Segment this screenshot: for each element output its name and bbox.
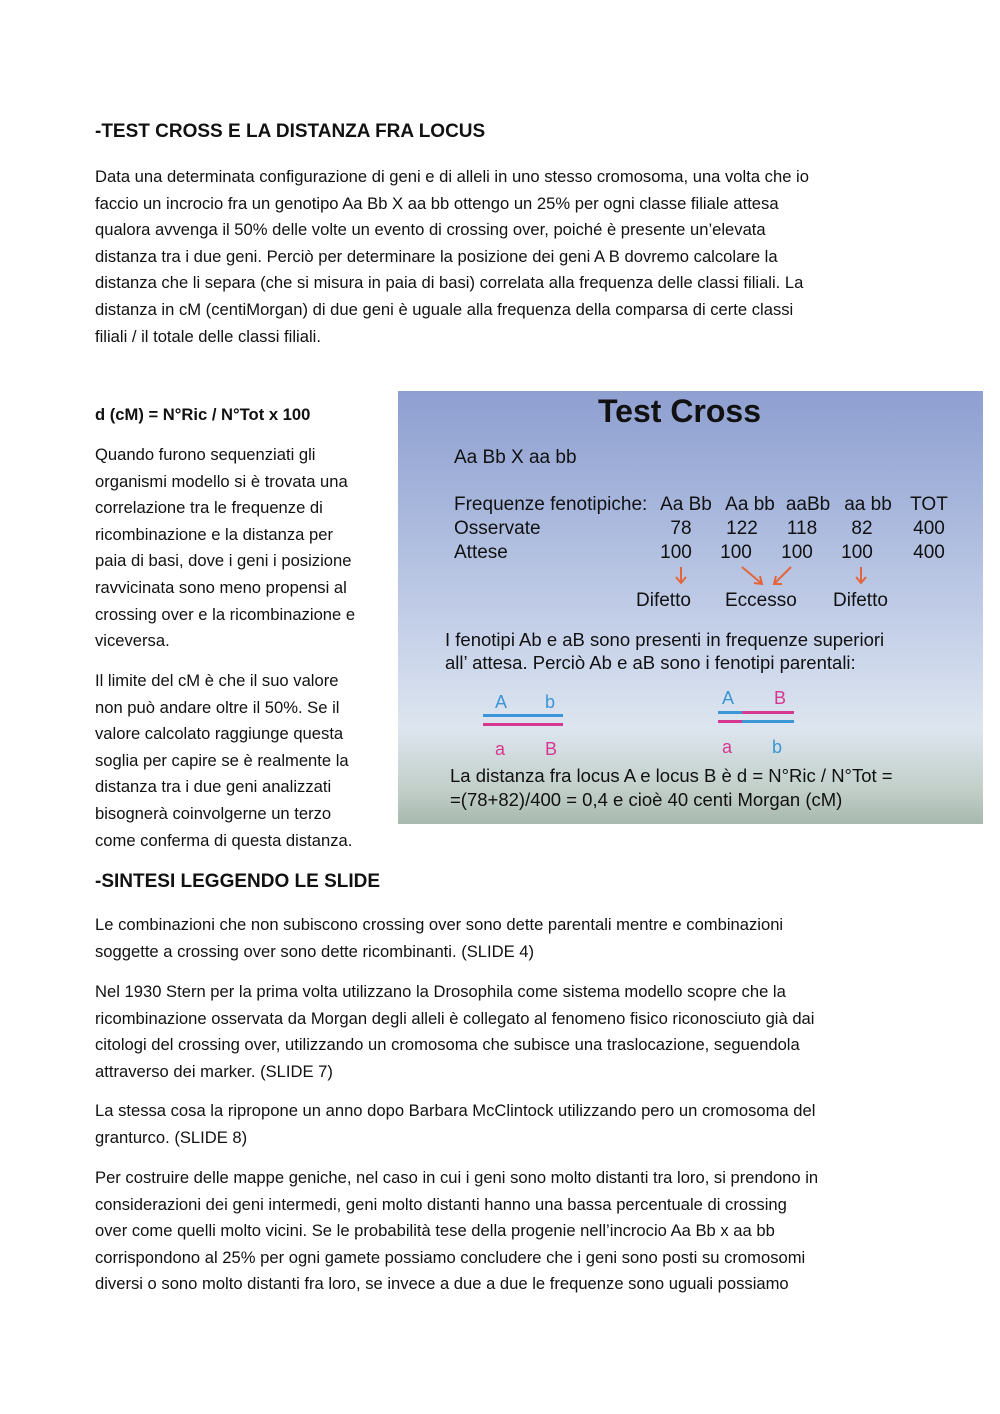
chromosome-line xyxy=(483,723,563,726)
text-line: considerazioni dei geni intermedi, geni molto distanti hanno una bassa percentuale di crossing xyxy=(95,1194,787,1214)
slide-text-line: all’ attesa. Perciò Ab e aB sono i fenotipi parentali: xyxy=(445,652,856,673)
chromosome-segment xyxy=(718,720,742,723)
slide-text-line: I fenotipi Ab e aB sono presenti in frequenze superiori xyxy=(445,629,885,650)
allele-label: B xyxy=(545,739,558,759)
arrow-down-icon xyxy=(856,567,866,583)
text-line: valore calcolato raggiunge questa xyxy=(95,724,344,744)
text-line: viceversa. xyxy=(95,631,170,651)
table-cell: 100 xyxy=(720,542,752,563)
text-line: Nel 1930 Stern per la prima volta utilizzano la Drosophila come sistema modello scopre che la xyxy=(95,982,786,1001)
text-line: Data una determinata configurazione di geni e di alleli in uno stesso cromosoma, una volta che io xyxy=(95,167,809,186)
note-defect: Difetto xyxy=(833,590,888,611)
table-cell: 118 xyxy=(786,518,818,539)
text-line: Le combinazioni che non subiscono crossing over sono dette parentali mentre e combinazioni xyxy=(95,915,784,934)
synthesis-paragraph xyxy=(95,1165,910,1298)
table-cell: Aa Bb xyxy=(660,494,712,515)
table-cell: 78 xyxy=(670,518,692,539)
allele-label: A xyxy=(495,692,508,712)
table-cell: 100 xyxy=(841,542,873,563)
row-label-observed: Osservate xyxy=(454,518,541,539)
text-line: attraverso dei marker. (SLIDE 7) xyxy=(95,1061,333,1081)
table-cell: aa bb xyxy=(844,494,892,515)
text-line: distanza tra i due geni. Perciò per determinare la posizione dei geni A B dovremo calcolare la xyxy=(95,246,778,266)
text-line: granturco. (SLIDE 8) xyxy=(95,1127,248,1147)
allele-label: A xyxy=(722,688,735,708)
chromosome-line xyxy=(483,714,563,717)
table-cell: 100 xyxy=(781,542,813,563)
text-line: soggette a crossing over sono dette ricombinanti. (SLIDE 4) xyxy=(95,941,535,961)
allele-label: B xyxy=(774,688,787,708)
row-label-expected: Attese xyxy=(454,542,508,563)
table-cell: TOT xyxy=(910,494,948,515)
table-cell: aaBb xyxy=(785,494,831,515)
text-line: bisognerà coinvolgerne un terzo xyxy=(95,803,332,823)
chromosome-segment xyxy=(718,711,742,714)
text-line: come conferma di questa distanza. xyxy=(95,830,353,850)
chromosome-segment xyxy=(742,711,794,714)
text-line: distanza tra i due geni analizzati xyxy=(95,777,332,797)
text-line: faccio un incrocio fra un genotipo Aa Bb X aa bb ottengo un 25% per ogni classe filiale attesa xyxy=(95,193,779,213)
note-defect: Difetto xyxy=(636,590,691,611)
slide-result-line: =(78+82)/400 = 0,4 e cioè 40 centi Morgan (cM) xyxy=(450,789,843,810)
text-line: organismi modello si è trovata una xyxy=(95,471,348,491)
table-cell: 82 xyxy=(851,518,873,539)
row-label-frequencies: Frequenze fenotipiche: xyxy=(454,494,648,515)
slide-result-line: La distanza fra locus A e locus B è d = N°Ric / N°Tot = xyxy=(450,765,893,786)
synthesis-paragraph xyxy=(95,912,910,965)
text-line: over come quelli molto vicini. Se le probabilità tese della progenie nell’incrocio Aa Bb x aa bb xyxy=(95,1221,775,1241)
text-line: crossing over e la ricombinazione e xyxy=(95,604,356,624)
note-excess: Eccesso xyxy=(725,590,797,611)
synthesis-paragraph xyxy=(95,1098,910,1151)
slide-title: Test Cross xyxy=(598,393,762,429)
allele-label: b xyxy=(772,737,783,757)
allele-label: b xyxy=(545,692,556,712)
arrow-down-icon xyxy=(676,567,686,583)
arrow-diagonal-icon xyxy=(742,567,762,584)
table-cell: 400 xyxy=(913,518,945,539)
text-line: paia di basi, dove i geni i posizione xyxy=(95,551,352,571)
text-line: ricombinazione osservata da Morgan degli alleli è collegato al fenomeno fisico riconosciuto già dai xyxy=(95,1008,815,1028)
allele-label: a xyxy=(495,739,506,759)
text-line: La stessa cosa la ripropone un anno dopo Barbara McClintock utilizzando pero un cromosoma del xyxy=(95,1101,816,1120)
cm-formula: d (cM) = N°Ric / N°Tot x 100 xyxy=(95,405,311,424)
text-line: corrispondono al 25% per ogni gamete possiamo concludere che i geni sono posti su cromosomi xyxy=(95,1247,806,1267)
text-line: citologi del crossing over, utilizzando un cromosoma che subisce una traslocazione, seguendola xyxy=(95,1035,800,1055)
text-line: correlazione tra le frequenze di xyxy=(95,498,323,518)
text-line: distanza che li separa (che si misura in paia di basi) correlata alla frequenza delle classi filiali. La xyxy=(95,273,804,293)
text-line: distanza in cM (centiMorgan) di due geni è uguale alla frequenza della comparsa di certe classi xyxy=(95,299,794,319)
text-line: ravvicinata sono meno propensi al xyxy=(95,577,347,597)
column-paragraph-limit xyxy=(95,668,387,854)
text-line: soglia per capire se è realmente la xyxy=(95,750,349,770)
test-cross-slide xyxy=(398,391,983,824)
text-line: filiali / il totale delle classi filiali. xyxy=(95,326,321,346)
text-line: Quando furono sequenziati gli xyxy=(95,445,316,464)
table-cell: 400 xyxy=(913,542,945,563)
text-line: non può andare oltre il 50%. Se il xyxy=(95,697,340,717)
chromosome-segment xyxy=(742,720,794,723)
section-title-test-cross: -TEST CROSS E LA DISTANZA FRA LOCUS xyxy=(95,121,486,142)
column-paragraph-correlation xyxy=(95,442,387,655)
text-line: ricombinazione e la distanza per xyxy=(95,524,333,544)
slide-cross: Aa Bb X aa bb xyxy=(454,447,577,468)
text-line: Il limite del cM è che il suo valore xyxy=(95,671,339,690)
text-line: qualora avvenga il 50% delle volte un evento di crossing over, poiché è presente un’elevata xyxy=(95,220,766,240)
section-title-synthesis: -SINTESI LEGGENDO LE SLIDE xyxy=(95,871,381,892)
synthesis-paragraph xyxy=(95,979,910,1085)
arrows-graphic xyxy=(398,391,983,611)
arrow-diagonal-icon xyxy=(774,567,791,584)
intro-paragraph xyxy=(95,164,910,350)
table-cell: 122 xyxy=(726,518,758,539)
text-line: diversi o sono molto distanti fra loro, se invece a due a due le frequenze sono uguali possiamo xyxy=(95,1274,789,1294)
allele-label: a xyxy=(722,737,733,757)
text-line: Per costruire delle mappe geniche, nel caso in cui i geni sono molto distanti tra loro, si prendono in xyxy=(95,1168,819,1187)
table-cell: Aa bb xyxy=(725,494,775,515)
table-cell: 100 xyxy=(660,542,692,563)
